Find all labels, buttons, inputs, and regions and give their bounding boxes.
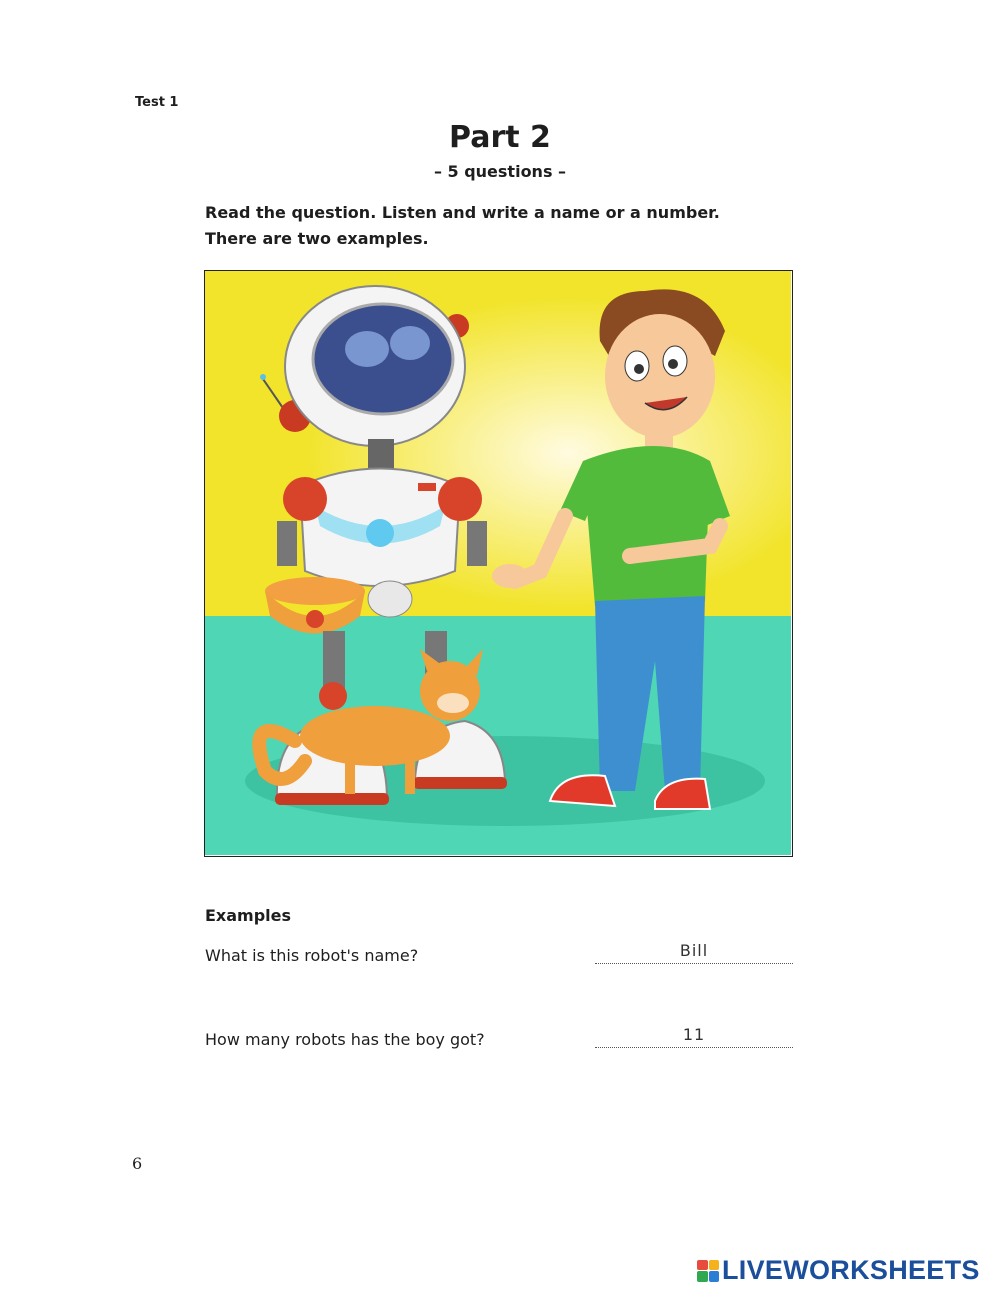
example-question-1: What is this robot's name? [205,946,419,965]
examples-heading: Examples [205,906,292,925]
example-question-2: How many robots has the boy got? [205,1030,485,1049]
part-subtitle: – 5 questions – [433,162,567,181]
test-label: Test 1 [135,95,179,110]
illustration-robot-boy-cat [204,270,793,857]
instruction-line-1: Read the question. Listen and write a name or a number. [205,203,720,222]
page-number: 6 [132,1154,143,1173]
brand-grid-icon [697,1260,719,1282]
brand-logo[interactable] [697,1255,980,1286]
example-answer-1[interactable]: Bill [595,941,793,964]
illustration-svg [205,271,791,855]
part-title: Part 2 [449,120,551,155]
instruction-line-2: There are two examples. [205,229,429,248]
brand-text: LIVEWORKSHEETS [722,1255,980,1285]
example-answer-2[interactable]: 11 [595,1025,793,1048]
